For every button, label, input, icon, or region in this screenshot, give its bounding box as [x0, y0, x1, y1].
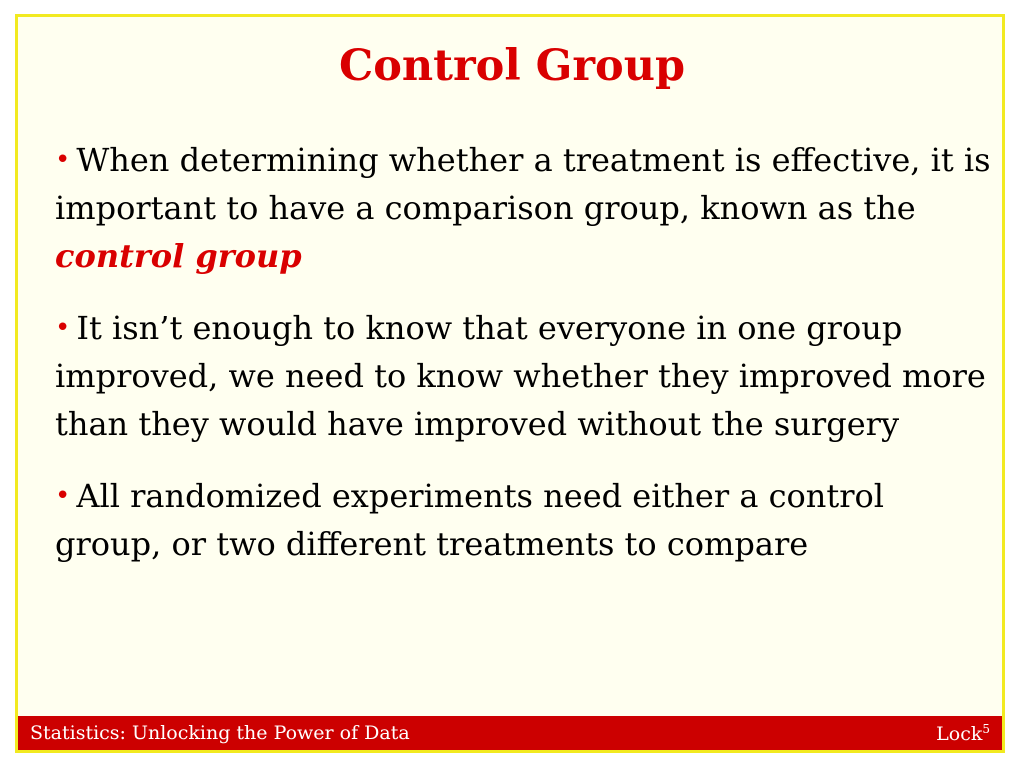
footer-bar — [18, 716, 1002, 750]
bullet-text: When determining whether a treatment is effective, it is important to have a comparison group, known as the — [55, 141, 991, 227]
footer-course-title: Statistics: Unlocking the Power of Data — [30, 722, 410, 744]
footer-author — [936, 722, 990, 745]
bullet-item — [55, 472, 995, 568]
bullet-icon: • — [55, 481, 71, 511]
bullet-list — [55, 136, 995, 592]
footer-author-superscript: 5 — [982, 722, 990, 736]
bullet-icon: • — [55, 313, 71, 343]
bullet-text: It isn’t enough to know that everyone in one group improved, we need to know whether they improved more than they would have improved without the surgery — [55, 309, 986, 443]
bullet-icon: • — [55, 145, 71, 175]
emphasized-term: control group — [55, 237, 302, 275]
bullet-text: All randomized experiments need either a control group, or two different treatments to compare — [55, 477, 885, 563]
bullet-item — [55, 136, 995, 280]
slide-title: Control Group — [338, 41, 686, 91]
bullet-item — [55, 304, 995, 448]
footer-author-name: Lock — [936, 723, 983, 745]
